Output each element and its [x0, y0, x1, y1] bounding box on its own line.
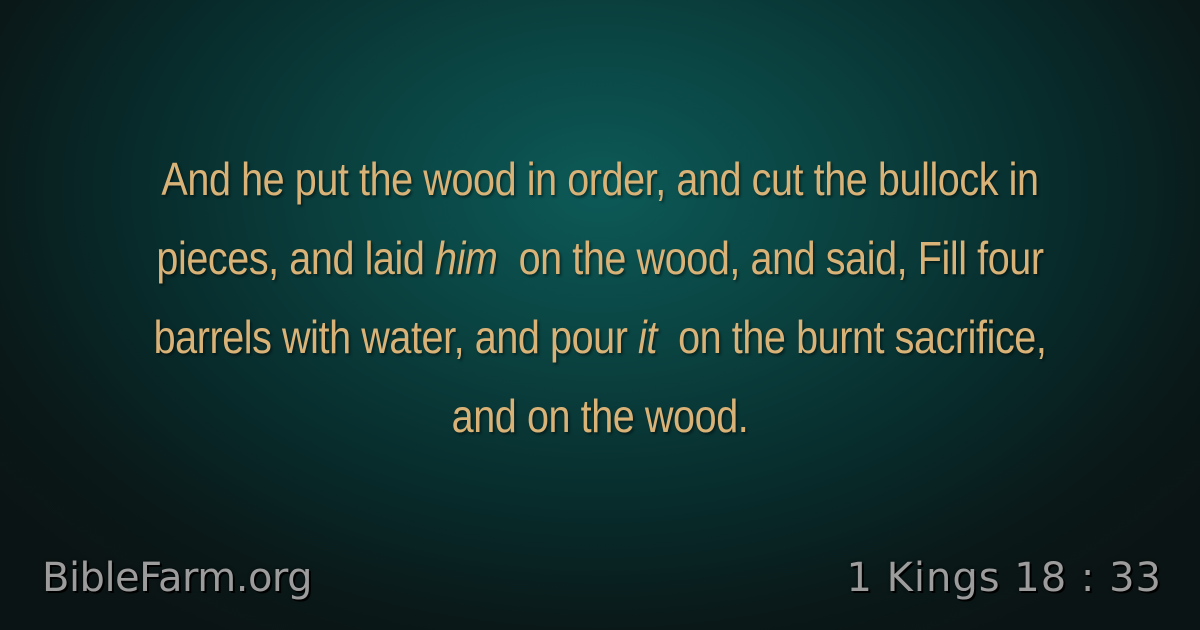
- verse-segment: on the burnt sacrifice, and on the wood.: [451, 311, 1057, 442]
- verse-segment-italic: it: [638, 311, 657, 363]
- verse-text: [118, 140, 1081, 456]
- verse-segment: And he put the wood in order, and cut the bullock in pieces, and laid: [156, 153, 1050, 284]
- verse-segment-italic: him: [435, 232, 498, 284]
- verse-segment: on the wood, and said, Fill four barrels with water, and pour: [153, 232, 1055, 363]
- site-brand: BibleFarm.org: [42, 555, 313, 601]
- verse-reference: 1 Kings 18 : 33: [846, 555, 1162, 601]
